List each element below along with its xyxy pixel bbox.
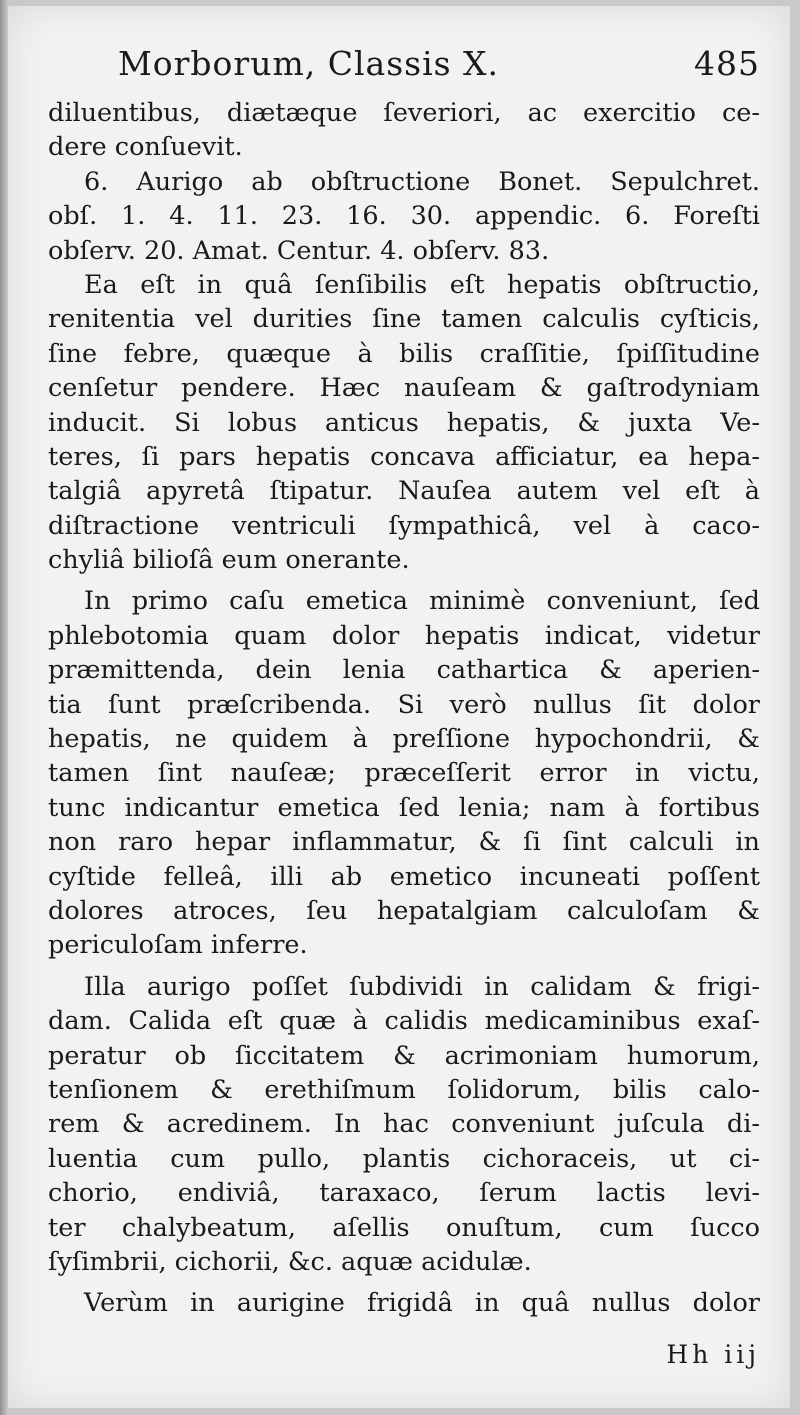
scan-edge [0,0,8,1415]
text-line: dolores atroces, ſeu hepatalgiam calculoſam & [48,895,760,926]
text-line: non raro hepar inflammatur, & ſi ſint calculi in [48,827,760,858]
text-line: diſtractione ventriculi ſympathicâ, vel à caco- [48,510,760,541]
text-line: hepatis, ne quidem à preſſione hypochondrii, & [48,724,760,755]
page-number: 485 [694,44,760,83]
text-line: Ea eſt in quâ ſenſibilis eſt hepatis obſtructio, [84,269,760,300]
text-line: tamen ſint nauſeæ; præceſſerit error in victu, [48,758,760,789]
text-line: teres, ſi pars hepatis concava afficiatur, ea hepa- [48,441,760,472]
text-line: tenſionem & erethiſmum ſolidorum, bilis calo- [48,1074,760,1105]
text-line: ſine febre, quæque à bilis craſſitie, ſpiſſitudine [48,338,760,369]
text-line: renitentia vel durities ſine tamen calculis cyſticis, [48,304,760,335]
text-line: Illa aurigo poſſet ſubdividi in calidam & frigi- [84,971,760,1002]
running-head [48,44,760,96]
text-line: ter chalybeatum, aſellis onuſtum, cum ſucco [48,1212,760,1243]
signature-mark: Hh iij [666,1340,760,1369]
text-line: peratur ob ſiccitatem & acrimoniam humorum, [48,1040,760,1071]
text-line: tia ſunt præſcribenda. Si verò nullus ſit dolor [48,689,760,720]
page-content [48,44,760,1369]
text-line: rem & acredinem. In hac conveniunt juſcula di- [48,1109,760,1140]
text-line: præmittenda, dein lenia cathartica & aperien- [48,655,760,686]
text-line: chorio, endiviâ, taraxaco, ſerum lactis levi- [48,1178,760,1209]
book-page [8,6,790,1408]
text-line: Verùm in aurigine frigidâ in quâ nullus dolor [84,1288,760,1319]
text-line: cyſtide felleâ, illi ab emetico incuneati poſſent [48,861,760,892]
text-line: tunc indicantur emetica ſed lenia; nam à fortibus [48,792,760,823]
text-line: dere conſuevit. [48,132,243,163]
text-line: chyliâ bilioſâ eum onerante. [48,545,410,576]
text-line: luentia cum pullo, plantis cichoraceis, ut ci- [48,1143,760,1174]
body-text [48,96,760,1321]
text-line: phlebotomia quam dolor hepatis indicat, videtur [48,620,760,651]
text-line: talgiâ apyretâ ſtipatur. Nauſea autem vel eſt à [48,476,760,507]
text-line: cenſetur pendere. Hæc nauſeam & gaſtrodyniam [48,373,760,404]
text-line: obſ. 1. 4. 11. 23. 16. 30. appendic. 6. Foreſti [48,201,760,232]
text-line: diluentibus, diætæque ſeveriori, ac exercitio ce- [48,98,760,128]
running-title: Morborum, Classis X. [118,44,500,83]
text-line: inducit. Si lobus anticus hepatis, & juxta Ve- [48,407,760,438]
text-line: In primo caſu emetica minimè conveniunt, ſed [84,586,760,617]
text-line: dam. Calida eſt quæ à calidis medicaminibus exaſ- [48,1006,760,1037]
text-line: 6. Aurigo ab obſtructione Bonet. Sepulchret. [84,166,760,197]
text-line: ſyſimbrii, cichorii, &c. aquæ acidulæ. [48,1246,532,1277]
text-line: periculoſam inferre. [48,930,308,961]
text-line: obſerv. 20. Amat. Centur. 4. obſerv. 83. [48,235,550,266]
